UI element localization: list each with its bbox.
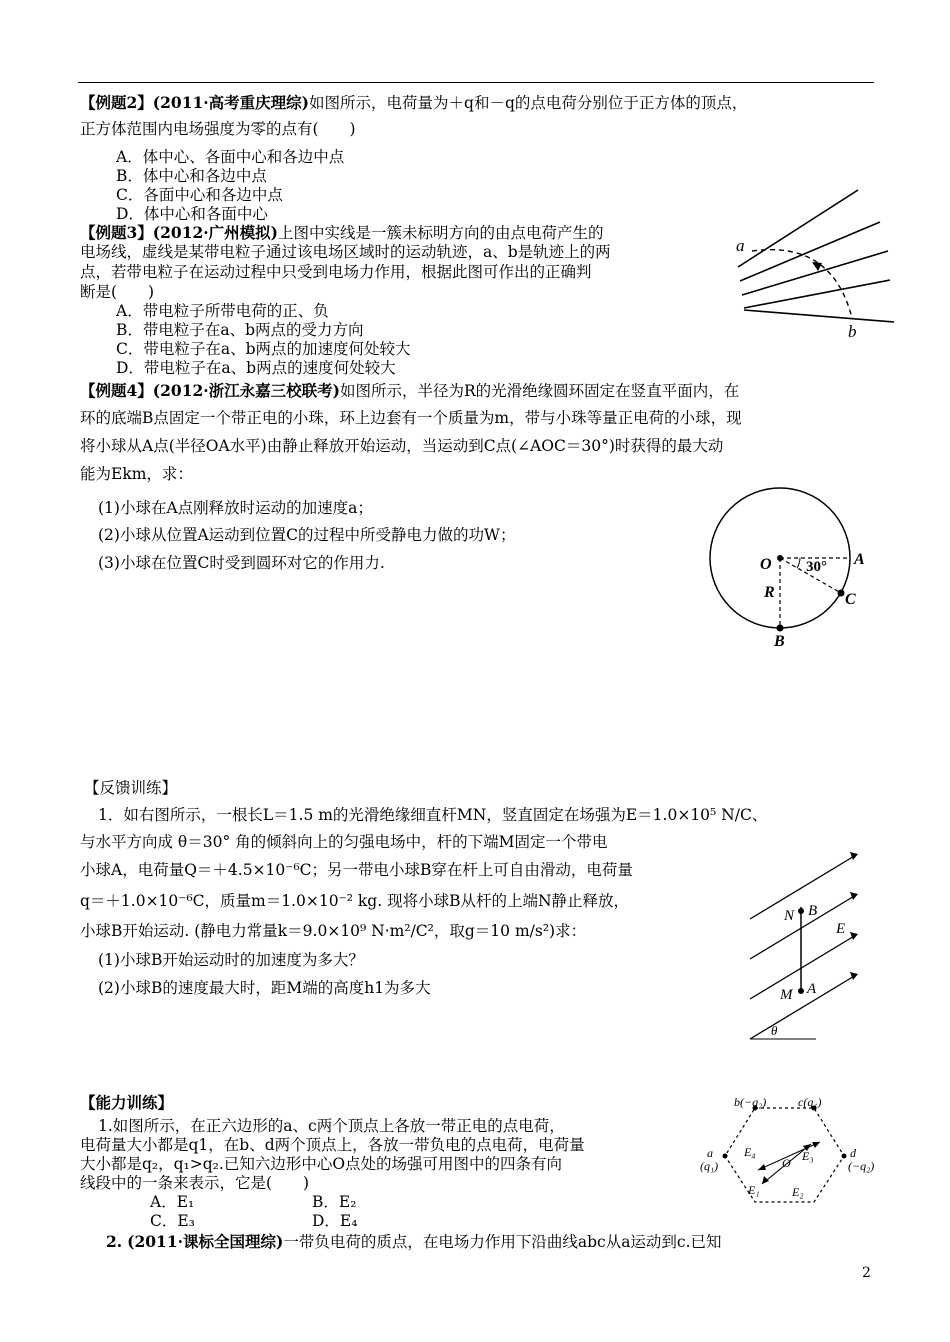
field-line-4	[750, 975, 856, 1039]
field-e-label: E	[836, 921, 846, 937]
field-line-5	[744, 310, 894, 322]
vertex-d	[842, 1154, 847, 1159]
label-c: c(q₁)	[798, 1095, 822, 1109]
ball-a	[798, 988, 804, 994]
ability-line-4: 线段中的一条来表示，它是( )	[80, 1174, 310, 1192]
trajectory-arrow-icon	[812, 262, 822, 271]
radius-r-label: R	[764, 584, 775, 601]
example-4-question-1: (1)小球在A点刚释放时运动的加速度a；	[98, 499, 373, 517]
feedback-line-3: 小球A，电荷量Q＝＋4.5×10⁻⁶C；另一带电小球B穿在杆上可自由滑动，电荷量	[80, 861, 633, 879]
point-c-ball	[838, 590, 845, 597]
field-line-4	[744, 280, 890, 308]
feedback-line-5: 小球B开始运动. (静电力常量k＝9.0×10⁹ N·m²/C²，取g＝10 m/s²)求：	[80, 922, 587, 940]
ability-question-2	[106, 1232, 722, 1252]
example-2-line-1	[80, 93, 747, 113]
ability-heading: 【能力训练】	[80, 1093, 174, 1112]
electric-field-lines-figure	[732, 185, 900, 347]
label-a: a	[707, 1146, 713, 1160]
example-4-label: 【例题4】	[80, 381, 153, 400]
example-4-line-2: 环的底端B点固定一个带正电的小珠，环上边套有一个质量为m，带与小珠等量正电荷的小球，现	[80, 409, 742, 427]
hexagon	[725, 1108, 844, 1202]
example-3-option-c: C．带电粒子在a、b两点的加速度何处较大	[116, 340, 411, 358]
ball-b	[798, 908, 804, 914]
feedback-question-1: (1)小球B开始运动时的加速度为多大？	[98, 951, 364, 969]
example-3-line-2: 电场线，虚线是某带电粒子通过该电场区域时的运动轨迹，a、b是轨迹上的两	[80, 243, 611, 261]
arrow-icon-3	[850, 932, 858, 940]
ability-option-b: B．E₂	[312, 1193, 357, 1211]
example-2-option-d: D．体中心和各面中心	[116, 205, 268, 223]
example-4-line-3: 将小球从A点(半径OA水平)由静止释放开始运动，当运动到C点(∠AOC＝30°)时获得的最大动	[80, 437, 724, 455]
field-line-1	[738, 190, 858, 267]
center-point	[777, 555, 783, 561]
end-n-label: N	[784, 908, 795, 924]
inclined-field-rod-figure	[744, 845, 866, 1043]
example-3-option-d: D．带电粒子在a、b两点的速度何处较大	[116, 359, 396, 377]
example-2-option-c: C．各面中心和各边中点	[116, 186, 283, 204]
center-o-label: O	[760, 556, 772, 573]
circular-ring-figure	[700, 478, 882, 654]
hexagon-charges-figure	[698, 1090, 878, 1214]
center-o-label: O	[782, 1156, 791, 1170]
example-3-line-3: 点，若带电粒子在运动过程中只受到电场力作用，根据此图可作出的正确判	[80, 263, 592, 281]
arrow-icon-2	[850, 892, 858, 900]
ability-line-3: 大小都是q₂，q₁>q₂.已知六边形中心O点处的场强可用图中的四条有向	[80, 1155, 563, 1173]
question-2-text: 一带负电荷的质点，在电场力作用下沿曲线abc从a运动到c.已知	[283, 1233, 722, 1251]
example-4-stem: 如图所示，半径为R的光滑绝缘圆环固定在竖直平面内，在	[340, 382, 740, 400]
point-b-label: B	[774, 633, 785, 650]
feedback-line-2: 与水平方向成 θ＝30° 角的倾斜向上的匀强电场中，杆的下端M固定一个带电	[80, 833, 608, 851]
ability-option-c: C．E₃	[150, 1212, 195, 1230]
example-4-source: (2012·浙江永嘉三校联考)	[152, 381, 341, 400]
label-d-charge: (−q₂)	[848, 1159, 875, 1173]
question-2-number: 2.	[106, 1232, 123, 1251]
point-b-bead	[777, 625, 784, 632]
feedback-line-4: q＝＋1.0×10⁻⁶C，质量m＝1.0×10⁻² kg. 现将小球B从杆的上端N静止释放，	[80, 892, 630, 910]
example-3-option-b: B．带电粒子在a、b两点的受力方向	[116, 321, 364, 339]
question-2-source: (2011·课标全国理综)	[127, 1232, 284, 1251]
example-3-line-1	[80, 223, 604, 243]
example-4-question-2: (2)小球从位置A运动到位置C的过程中所受静电力做的功W；	[98, 526, 516, 544]
ability-line-2: 电荷量大小都是q1，在b、d两个顶点上，各放一带负电的点电荷，电荷量	[80, 1136, 585, 1154]
example-2-option-a: A．体中心、各面中心和各边中点	[116, 148, 345, 166]
point-b-label: b	[848, 322, 857, 341]
example-3-label: 【例题3】	[80, 223, 153, 242]
page-number: 2	[862, 1265, 871, 1281]
point-c-label: C	[845, 591, 856, 608]
example-4-line-1	[80, 381, 739, 401]
label-e1: E₁	[748, 1183, 760, 1197]
example-3-line-4: 断是( )	[80, 283, 155, 301]
angle-theta-label: θ	[771, 1023, 778, 1038]
ball-a-label: A	[807, 981, 817, 997]
label-e3: E₃	[802, 1149, 814, 1163]
header-rule	[78, 82, 874, 83]
arrow-icon-1	[850, 852, 858, 860]
ball-b-label: B	[808, 903, 818, 919]
example-3-option-a: A．带电粒子所带电荷的正、负	[116, 302, 329, 320]
ability-option-a: A．E₁	[150, 1193, 195, 1211]
example-2-line-2: 正方体范围内电场强度为零的点有( )	[80, 120, 356, 138]
label-b: b(−q₂)	[734, 1095, 767, 1109]
label-e4: E₄	[744, 1145, 756, 1159]
example-2-option-b: B．体中心和各边中点	[116, 167, 267, 185]
label-d: d	[850, 1146, 856, 1160]
example-4-question-3: (3)小球在位置C时受到圆环对它的作用力.	[98, 554, 385, 572]
arrow-e1-icon	[762, 1176, 769, 1184]
field-line-3	[742, 251, 888, 295]
ability-line-1: 1.如图所示，在正六边形的a、c两个顶点上各放一带正电的点电荷，	[98, 1117, 565, 1135]
example-2-source: (2011·高考重庆理综)	[152, 93, 310, 112]
angle-arc	[797, 558, 800, 568]
feedback-heading: 【反馈训练】	[84, 779, 178, 797]
label-a-charge: (q₁)	[700, 1159, 719, 1173]
end-m-label: M	[780, 987, 793, 1003]
arrow-e4-icon	[758, 1164, 766, 1170]
point-a-label: A	[854, 551, 865, 568]
feedback-line-1: 1．如右图所示，一根长L＝1.5 m的光滑绝缘细直杆MN，竖直固定在场强为E＝1.0×10⁵ N/C、	[98, 806, 768, 824]
vertex-a	[723, 1154, 728, 1159]
example-3-stem: 上图中实线是一簇未标明方向的由点电荷产生的	[278, 224, 604, 242]
point-a-label: a	[736, 236, 745, 255]
example-2-stem: 如图所示，电荷量为＋q和－q的点电荷分别位于正方体的顶点，	[309, 94, 748, 112]
example-3-source: (2012·广州模拟)	[152, 223, 279, 242]
arrow-icon-4	[850, 972, 858, 980]
example-2-label: 【例题2】	[80, 93, 153, 112]
angle-label: 30°	[806, 559, 827, 575]
ability-option-d: D．E₄	[312, 1212, 358, 1230]
label-e2: E₂	[792, 1185, 804, 1199]
feedback-question-2: (2)小球B的速度最大时，距M端的高度h1为多大	[98, 979, 431, 997]
particle-trajectory	[752, 250, 852, 318]
example-4-line-4: 能为Ekm，求：	[80, 465, 193, 483]
